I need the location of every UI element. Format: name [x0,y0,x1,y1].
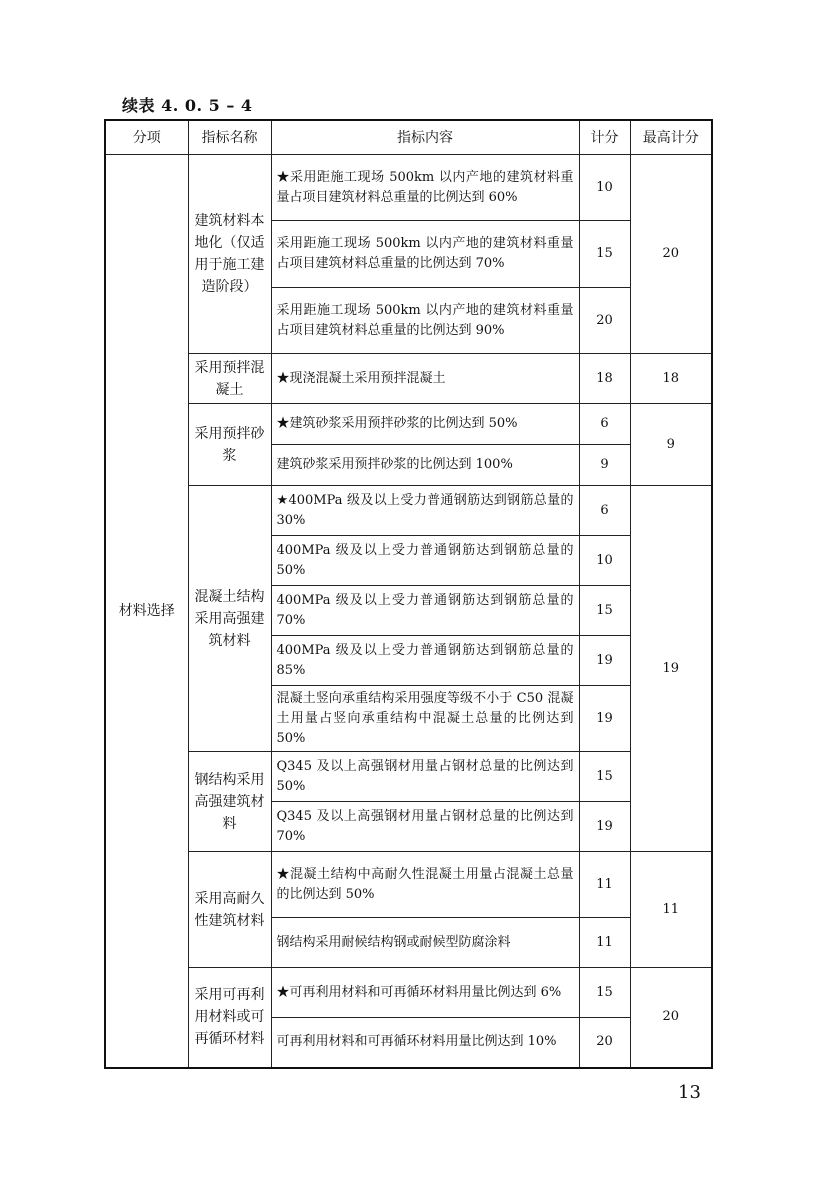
indicator-name: 混凝土结构采用高强建筑材料 [188,486,271,752]
indicator-content: 400MPa 级及以上受力普通钢筋达到钢筋总量的 85% [271,636,579,686]
score-cell: 19 [579,686,630,752]
indicator-content: 钢结构采用耐候结构钢或耐候型防腐涂料 [271,918,579,968]
indicator-name: 采用可再利用材料或可再循环材料 [188,968,271,1068]
score-cell: 20 [579,288,630,354]
score-cell: 15 [579,968,630,1018]
table-row [105,752,712,802]
indicator-content: 建筑砂浆采用预拌砂浆的比例达到 100% [271,445,579,486]
indicator-content: ★采用距施工现场 500km 以内产地的建筑材料重量占项目建筑材料总重量的比例达到 60% [271,155,579,221]
page-number: 13 [678,1082,701,1103]
table-row [105,155,712,221]
score-cell: 9 [579,445,630,486]
scoring-table [104,119,713,1069]
header-max-score: 最高计分 [630,120,712,155]
score-cell: 15 [579,221,630,288]
score-cell: 6 [579,404,630,445]
score-cell: 19 [579,802,630,852]
indicator-content: 可再利用材料和可再循环材料用量比例达到 10% [271,1018,579,1068]
max-score-cell: 9 [630,404,712,486]
indicator-content: 采用距施工现场 500km 以内产地的建筑材料重量占项目建筑材料总重量的比例达到 90% [271,288,579,354]
indicator-name: 采用高耐久性建筑材料 [188,852,271,968]
table-row [105,968,712,1018]
table-caption: 续表 4. 0. 5 – 4 [122,96,253,115]
score-cell: 15 [579,586,630,636]
score-cell: 10 [579,536,630,586]
score-cell: 11 [579,918,630,968]
category-cell: 材料选择 [105,155,188,1068]
indicator-name: 采用预拌砂浆 [188,404,271,486]
table-row [105,404,712,445]
indicator-content: 400MPa 级及以上受力普通钢筋达到钢筋总量的 50% [271,536,579,586]
header-row [105,120,712,155]
indicator-name: 钢结构采用高强建筑材料 [188,752,271,852]
max-score-cell: 11 [630,852,712,968]
score-cell: 20 [579,1018,630,1068]
max-score-cell: 18 [630,354,712,404]
indicator-content: Q345 及以上高强钢材用量占钢材总量的比例达到 70% [271,802,579,852]
indicator-content: Q345 及以上高强钢材用量占钢材总量的比例达到 50% [271,752,579,802]
table-row [105,354,712,404]
indicator-content: 400MPa 级及以上受力普通钢筋达到钢筋总量的 70% [271,586,579,636]
indicator-content: ★建筑砂浆采用预拌砂浆的比例达到 50% [271,404,579,445]
max-score-cell: 20 [630,155,712,354]
header-category: 分项 [105,120,188,155]
indicator-name: 采用预拌混凝土 [188,354,271,404]
indicator-content: ★现浇混凝土采用预拌混凝土 [271,354,579,404]
indicator-name: 建筑材料本地化（仅适用于施工建造阶段） [188,155,271,354]
header-score: 计分 [579,120,630,155]
score-cell: 11 [579,852,630,918]
score-cell: 6 [579,486,630,536]
score-cell: 19 [579,636,630,686]
max-score-cell: 19 [630,486,712,852]
table-row [105,486,712,536]
indicator-content: ★混凝土结构中高耐久性混凝土用量占混凝土总量的比例达到 50% [271,852,579,918]
score-cell: 10 [579,155,630,221]
max-score-cell: 20 [630,968,712,1068]
header-indicator-content: 指标内容 [271,120,579,155]
indicator-content: ★400MPa 级及以上受力普通钢筋达到钢筋总量的 30% [271,486,579,536]
score-cell: 15 [579,752,630,802]
table-row [105,852,712,918]
header-indicator-name: 指标名称 [188,120,271,155]
indicator-content: ★可再利用材料和可再循环材料用量比例达到 6% [271,968,579,1018]
indicator-content: 采用距施工现场 500km 以内产地的建筑材料重量占项目建筑材料总重量的比例达到 70% [271,221,579,288]
indicator-content: 混凝土竖向承重结构采用强度等级不小于 C50 混凝土用量占竖向承重结构中混凝土总量的比例达到 50% [271,686,579,752]
score-cell: 18 [579,354,630,404]
